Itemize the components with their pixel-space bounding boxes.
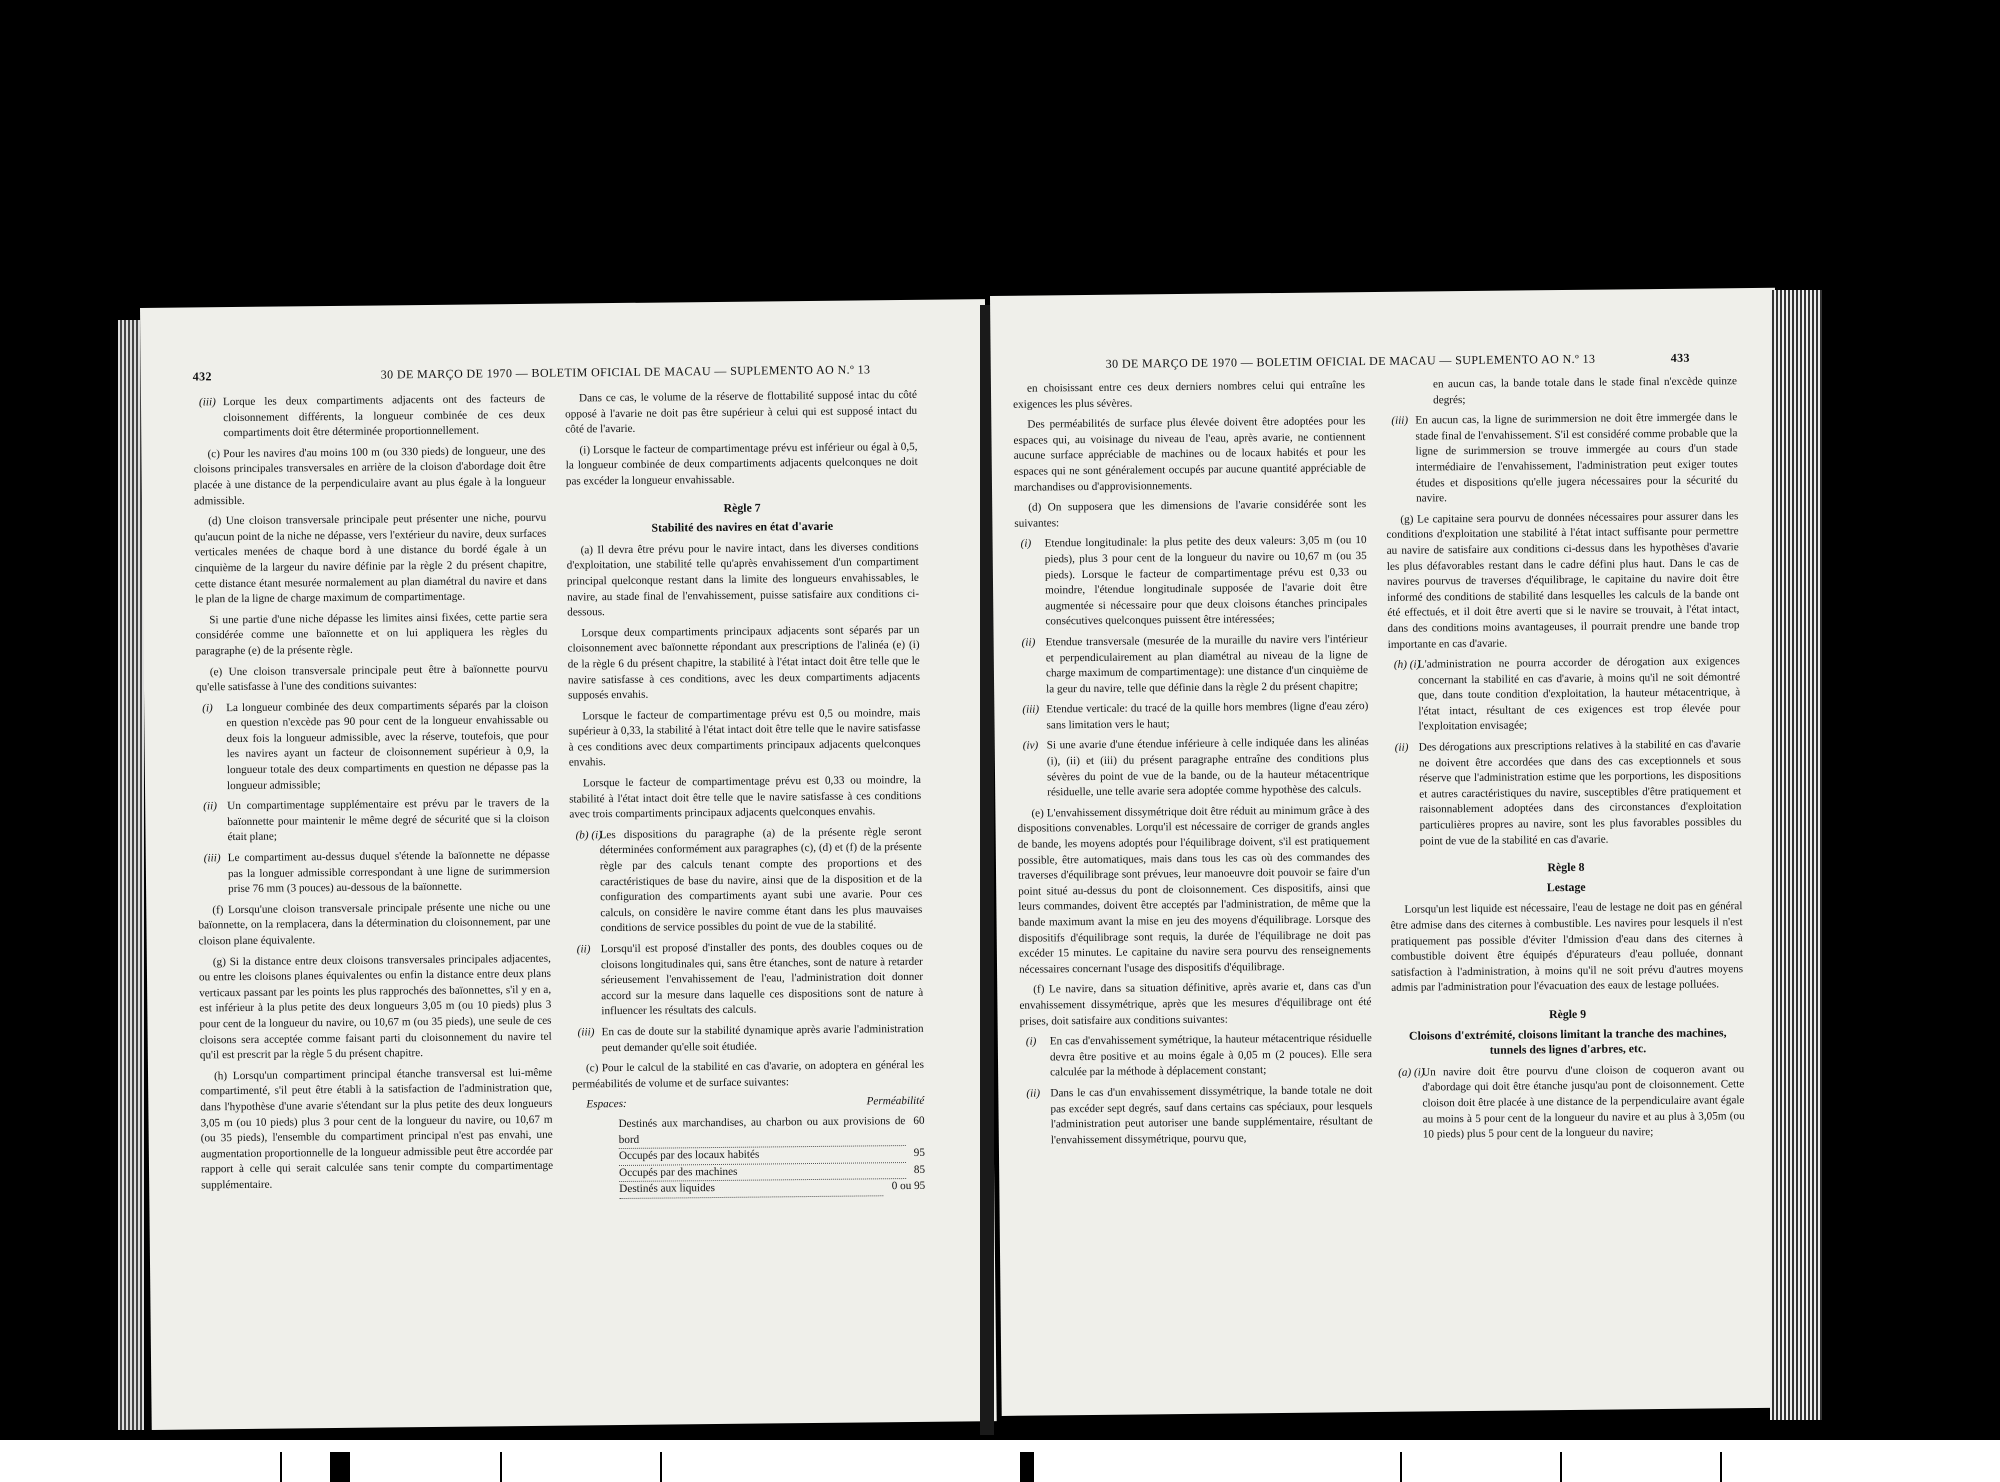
list-item: [571, 939, 924, 1021]
list-item: [1389, 737, 1742, 850]
list-item-text: Etendue longitudinale: la plus petite des deux valeurs: 3,05 m (ou 10 pieds), plus 3 pour cent de la longueur du navire ou 10,67 m (ou 35 pieds). Lorsque le facteur de compartimentage prévu est 0,33 ou moindre, l'étendue longitudinale supposée de l'avarie doit être augmentée si nécessaire pour que deux cloisons étanches principales consécutives quelconques puissent être intéressées;: [1044, 534, 1368, 628]
scan-tick: [660, 1452, 662, 1482]
list-item-text: En aucun cas, la ligne de surimmersion ne doit être immergée dans le stade final de l'envahissement. S'il est considéré comme probable que la ligne de surimmersion se trouve immergée au cours d'un stade intermédiaire de l'envahissement, l'administration peut exiger toutes études et dispositions qu'elle jugera nécessaires pour la sécurité du navire.: [1415, 411, 1739, 505]
paragraph: Des perméabilités de surface plus élevée doivent être adoptées pour les espaces qui, au voisinage du niveau de l'eau, après avarie, ne contiennent aucune surface appréciable de machines ou de locaux habités et pour les espaces qui ne sont généralement occupés par aucune quantité appréciable de marchandises ou d'approvisionnements.: [1013, 415, 1366, 494]
list-item: [1392, 1062, 1745, 1144]
rule-heading: Règle 7: [723, 500, 761, 515]
paragraph: Lorsque le facteur de compartimentage prévu est 0,33 ou moindre, la stabilité à l'état intact doit être telle que le navire satisfasse à ces conditions avec trois compartiments principaux adjacents quelconques envahis.: [569, 773, 922, 821]
paragraph: (h) Lorsqu'un compartiment principal étanche transversal est lui-même compartimenté, s'il peut être établi à la satisfaction de l'administration que, dans l'hypothèse d'une avarie s'étendant sur la plus petite des deux longueurs 3,05 m (ou 10 pieds) plus 3 pour cent de la longueur du navire, ou 10,67 m (ou 35 pieds), l'ensemble du compartiment principal n'est pas envahi, une augmentation proportionnelle de la longueur admissible peut être accordée par rapport à celle qui serait calculée sans tenir compte du compartimentage supplémentaire.: [200, 1066, 554, 1192]
list-item-label: (ii): [1026, 1087, 1041, 1100]
left-page: [140, 299, 997, 1430]
list-item: [1020, 1083, 1373, 1149]
paragraph: Lorsque deux compartiments principaux adjacents sont séparés par un cloisonnement avec baïonnette répondant aux prescriptions de l'alinéa (e) (i) de la règle 6 du présent chapitre, la stabilité à l'état intact doit être telle que le navire satisfasse à ces conditions, avec les deux compartiments adjacents supposés envahis.: [567, 623, 920, 702]
list-item-text: Etendue transversale (mesurée de la muraille du navire vers l'intérieur et perpendiculairement au plan diamétral au niveau de la ligne de charge maximum de compartimentage): une distance d'un cinquième de la geur du navire, telle que définie dans la règle 2 du présent chapitre;: [1045, 632, 1369, 696]
book-page-edges-left: [118, 320, 144, 1430]
list-item-label: (a) (i): [1398, 1066, 1425, 1079]
paragraph: (d) On supposera que les dimensions de l'avarie considérée sont les suivantes:: [1014, 498, 1367, 530]
list-item-label: (iii): [577, 1026, 595, 1039]
paragraph: Dans ce cas, le volume de la réserve de flottabilité supposé intac du côté opposé à l'avarie ne doit pas être supérieur à celui qui est supposé intact du côté de l'avarie.: [565, 388, 918, 436]
paragraph: (a) Il devra être prévu pour le navire intact, dans les diverses conditions d'exploitation, une stabilité telle qu'après envahissement d'un compartiment principal quelconque restant dans la limite des longueurs envahissables, le navire, au stade final de l'envahissement, puisse satisfaire aux conditions ci-dessous.: [566, 540, 920, 619]
list-item-text: En cas de doute sur la stabilité dynamique après avarie l'administration peut demander qu'elle soit étudiée.: [601, 1022, 924, 1054]
table-header: [572, 1094, 924, 1113]
rule-title: Lestage: [1546, 879, 1586, 895]
list-item-text: Lorsqu'il est proposé d'installer des ponts, des doubles coques ou de cloisons longitudinales qui, sans être étanches, sont de nature à retarder sérieusement l'envahissement de l'eau, l'administration doit donner accord sur la mesure dans laquelle ces dispositions sont de nature à influencer les résultats des calculs.: [600, 939, 924, 1018]
list-item: [1385, 410, 1738, 507]
list-item-label: (ii): [1021, 636, 1036, 649]
paragraph: (g) Si la distance entre deux cloisons transversales principales adjacentes, ou entre les cloisons planes équivalentes ou enfin la distance entre deux plans verticaux passant par les points les plus rapprochés des baïonnettes, s'il y en a, est inférieur à la plus petite des deux longueurs 3,05 m (ou 10 pieds) plus 3 pour cent de la longueur du navire, ou 10,67 m (ou 35 pieds), une seule de ces cloisons sera acceptée comme faisant parti du cloisonnement du navire tel qu'il est prescrit par la règle 5 du présent chapitre.: [198, 952, 552, 1062]
right-page-header: [991, 350, 1776, 371]
table-row-value: 0 ou 95: [891, 1180, 926, 1193]
rule-title: Cloisons d'extrémité, cloisons limitant la tranche des machines, tunnels des lignes d'arbres, etc.: [1408, 1024, 1727, 1057]
table-row-value: 60: [913, 1114, 925, 1127]
list-item-label: (i): [1025, 1035, 1037, 1048]
list-item: [572, 1022, 924, 1057]
list-item: [197, 796, 549, 846]
list-item-label: (iii): [1391, 414, 1409, 427]
paragraph: (f) Le navire, dans sa situation définitive, après avarie et, dans cas d'un envahissement dissymétrique, après que les mesures d'équilibrage ont été prises, doit satisfaire aux conditions suivantes:: [1019, 980, 1372, 1028]
paragraph: (f) Lorsqu'une cloison transversale principale présente une niche ou une baïonnette, on la remplacera, dans la détermination du cloisonnement, par une cloison plane équivalente.: [198, 900, 551, 948]
list-item-text: La longueur combinée des deux compartiments séparés par la cloison en question n'excède pas 90 pour cent de la longueur envahissable ou deux fois la longueur admissible, avec la réserve, toutefois, que pour les navires ayant un facteur de cloisonnement supérieur à 0,9, la longueur totale des deux compartiments en question ne dépasse pas la longueur admissible;: [226, 698, 549, 792]
list-item-label: (iv): [1022, 739, 1039, 753]
list-item: [1020, 1031, 1372, 1081]
table-row-label: Occupés par des locaux habités: [619, 1146, 906, 1166]
rule-title: Stabilité des navires en état d'avarie: [651, 518, 834, 535]
scan-tick: [1720, 1452, 1722, 1482]
paragraph: Lorsque le facteur de compartimentage prévu est 0,5 ou moindre, mais supérieur à 0,33, la stabilité à l'état intact doit être telle que le navire satisfasse à ces conditions avec deux compartiments principaux adjacents quelconques envahis.: [568, 706, 921, 770]
right-column-2: [1385, 374, 1745, 1148]
list-item-label: (i): [1020, 537, 1032, 551]
list-item-label: (i): [202, 701, 213, 715]
list-item-text: Etendue verticale: du tracé de la quille hors membres (ligne d'eau zéro) sans limitation vers le haut;: [1046, 700, 1369, 732]
paragraph: (c) Pour le calcul de la stabilité en cas d'avarie, on adoptera en général les perméabilités de volume et de surface suivantes:: [572, 1058, 925, 1091]
paragraph: Lorsqu'un lest liquide est nécessaire, l'eau de lestage ne doit pas en général être admise dans des citernes à combustible. Les navires pour lesquels il n'est pratiquement pas possible d'éviter l'dmission d'eau dans des citernes à combustible doivent être équipés d'épurateurs d'eau polluée, donnant satisfaction à l'administration, à moins qu'il ne soit prévu d'autres moyens admis par l'administration pour l'évacuation des eaux de lestage polluées.: [1390, 900, 1744, 995]
paragraph-continuation: en aucun cas, la bande totale dans le stade final n'excède quinze degrés;: [1432, 375, 1737, 406]
list-item: [569, 825, 922, 938]
left-page-header-title: 30 DE MARÇO DE 1970 — BOLETIM OFICIAL DE MACAU — SUPLEMENTO AO N.º 13: [380, 362, 871, 382]
table-row-value: 85: [913, 1163, 926, 1176]
list-item: [193, 392, 545, 442]
list-item-text: En cas d'envahissement symétrique, la hauteur métacentrique résiduelle devra être positive et au moins égale à 0,05 m (2 pouces). Elle sera calculée par la méthode à déplacement constant;: [1049, 1032, 1373, 1079]
paragraph: (e) L'envahissement dissymétrique doit être réduit au minimum grâce à des dispositions convenables. Lorqu'il est nécessaire de corriger de grands angles de bande, les moyens adoptés pour l'équilibrage doivent, s'il est pratiquement possible, être automatiques, mais dans tous les cas où des commandes des traverses d'équilibrage sont prévues, leur manoeuvre doit pouvoir se faire d'un point situé au-dessus du pont de cloisonnement. Ces dispositifs, ainsi que leurs commandes, doivent être acceptés par l'administration, de même que la bande maximum avant la mise en jeu des moyens d'équilibrage. Lorsque des dispositifs d'équilibrage sont requis, la durée de l'équilibrage ne doit pas excéder 15 minutes. Le capitaine du navire sera pourvu des renseignements nécessaires concernant l'usage des dispositifs d'équilibrage.: [1017, 803, 1371, 976]
list-item-text: L'administration ne pourra accorder de dérogation aux exigences concernant la stabilité en cas d'avarie, à moins qu'il ne soit démontré que, dans toute condition d'exploitation, la hauteur métacentrique, à l'état intact, résultant de ces exigences est trop élevée pour l'exploitation envisagée;: [1417, 655, 1741, 734]
table-row-value: 95: [913, 1146, 925, 1160]
left-page-number: 432: [192, 369, 212, 384]
table-row: [573, 1179, 925, 1199]
rule-heading: Règle 8: [1547, 860, 1585, 875]
scan-tick: [1560, 1452, 1562, 1482]
list-item-label: (h) (i): [1393, 658, 1421, 671]
list-item-text: Un compartimentage supplémentaire est prévu par le travers de la baïonnette pour maintenir le même degré de sécurité que si la cloison était plane;: [227, 796, 550, 844]
list-item-label: (ii): [1394, 741, 1409, 754]
right-page: [990, 288, 1787, 1416]
rule-heading: Règle 9: [1548, 1006, 1587, 1022]
scan-tick: [1400, 1452, 1402, 1482]
list-item-text: Si une avarie d'une étendue inférieure à celle indiquée dans les alinéas (i), (ii) et (iii) du présent paragraphe entraîne des conditions plus sévères du point de vue de la bande, ou de la hauteur métacentrique résiduelle, une telle avarie sera adoptée comme hypothèse des calculs.: [1046, 736, 1370, 799]
paragraph: (g) Le capitaine sera pourvu de données nécessaires pour assurer dans les conditions d'exploitation une stabilité à l'état intact suffisante pour permettre au navire de satisfaire aux conditions ci-dessus dans les hypothèses d'avarie les plus défavorables restant dans le cadre défini plus haut. Dans le cas de navires pourvus de traverses d'équilibrage, le capitaine du navire doit être informé des conditions de stabilité dans lesquelles les calculs de la bande ont été effectués, et il doit être averti que si le navire se trouvait, à l'état intact, dans des conditions moins avantageuses, il pourrait prendre une bande trop importante en cas d'avarie.: [1386, 509, 1740, 651]
paragraph: (i) Lorsque le facteur de compartimentage prévu est inférieur ou égal à 0,5, la longueur combinée de deux compartiments adjacents quelconques ne doit pas excéder la longueur envahissable.: [565, 440, 918, 488]
paragraph: (e) Une cloison transversale principale peut être à baïonnette pourvu qu'elle satisfasse à l'une des conditions suivantes:: [195, 662, 548, 694]
paragraph: Si une partie d'une niche dépasse les limites ainsi fixées, cette partie sera considérée comme une baïonnette et on lui appliquera les règles du paragraphe (e) de la présente règle.: [195, 610, 548, 658]
table-row-label: Occupés par des machines: [619, 1163, 906, 1183]
list-item-text: Lorque les deux compartiments adjacents ont des facteurs de cloisonnement différents, la longueur combinée de ces deux compartiments doit être déterminée proportionnellement.: [222, 392, 546, 440]
paragraph: (d) Une cloison transversale principale peut présenter une niche, pourvu qu'aucun point de la niche ne dépasse, vers l'extérieur du navire, deux surfaces verticales menées de chaque bord à une distance du bordé égale à un cinquième de la largeur du navire définie par la règle 2 du présent chapitre, cette distance étant mesurée normalement au plan diamétral du navire et dans le plan de la ligne de charge maximum de compartimentage.: [194, 511, 547, 606]
right-page-number: 433: [1670, 350, 1690, 365]
list-item: [1016, 699, 1368, 734]
book-page-edges-right: [1770, 290, 1822, 1420]
list-item-label: (iii): [203, 852, 221, 865]
list-item-text: Un navire doit être pourvu d'une cloison de coqueron avant ou d'abordage qui doit être étanche jusqu'au pont de cloisonnement. Cette cloison doit être placée à une distance de la perpendiculaire avant égale au moins à 5 pour cent de la longueur du navire et au plus à 3,05m (ou 10 pieds) plus 5 pour cent de la longueur du navire;: [1422, 1062, 1745, 1141]
scan-tick: [1020, 1452, 1034, 1482]
left-column-1: [193, 392, 553, 1199]
list-item: [1016, 632, 1369, 698]
scan-tick: [330, 1452, 350, 1482]
table-header-right: Perméabilité: [866, 1095, 925, 1108]
paragraph: (c) Pour les navires d'au moins 100 m (ou 330 pieds) de longueur, une des cloisons principales transversales en arrière de la cloison d'abordage doit être placée à une distance de la perpendiculaire avant au plus égale à la longueur admissible.: [193, 444, 546, 508]
bottom-scan-strip: [0, 1440, 2000, 1482]
scan-tick: [280, 1452, 282, 1482]
list-item: [196, 697, 549, 794]
table-header-left: Espaces:: [586, 1098, 627, 1111]
list-item-label: (ii): [576, 943, 591, 956]
list-item-text: Des dérogations aux prescriptions relatives à la stabilité en cas d'avarie ne doivent être accordées que dans des cas exceptionnels et sous réserve que l'administration estime que les porportions, les dispositions et autres caractéristiques du navire, susceptibles d'être pratiquement et raisonnablement adoptées dans des circonstances d'exploitation particulières propres au navire, sont les plus favorables possibles du point de vue de la stabilité en cas d'avarie.: [1418, 738, 1742, 848]
left-column-2: [565, 388, 925, 1200]
table-row-label: Destinés aux marchandises, au charbon ou aux provisions de bord: [618, 1114, 905, 1149]
right-column-1: [1013, 378, 1373, 1154]
list-item-label: (ii): [203, 800, 217, 813]
list-item-label: (iii): [1022, 703, 1040, 716]
list-item-text: Le compartiment au-dessus duquel s'étende la baïonnette ne dépasse pas la longuer admissible correspondant à une ligne de surimmersion prise 76 mm (3 pouces) au-dessous de la baïonnette.: [227, 848, 550, 896]
table-row: [573, 1114, 925, 1150]
list-item-text: Dans le cas d'un envahissement dissymétrique, la bande totale ne doit pas excéder sept degrés, sauf dans certains cas spéciaux, pour lesquels l'administration peut autoriser une bande supplémentaire, résultant de l'envahissement dissymétrique, pourvu que,: [1050, 1083, 1373, 1147]
right-page-header-title: 30 DE MARÇO DE 1970 — BOLETIM OFICIAL DE MACAU — SUPLEMENTO AO N.º 13: [1105, 351, 1596, 371]
list-item: [1017, 736, 1370, 802]
paragraph: en choisissant entre ces deux derniers nombres celui qui entraîne les exigences les plus sévères.: [1013, 379, 1366, 411]
list-item-text: Les dispositions du paragraphe (a) de la présente règle seront déterminées conformément aux paragraphes (c), (d) et (f) de la présente règle par des calculs tenant compte des proportions et des caractéristiques de base du navire, ainsi que de la disposition et de la configuration des compartiments ayant subi une avarie. Pour ces calculs, on considère le navire comme étant dans les plus mauvaises conditions de service possibles du point de vue de la stabilité.: [599, 825, 923, 935]
table-row-label: Destinés aux liquides: [619, 1180, 884, 1199]
list-item: [198, 848, 550, 898]
list-item: [1015, 533, 1368, 630]
list-item-label: (b) (i): [575, 829, 603, 842]
list-item: [1388, 654, 1741, 736]
left-page-header: [141, 361, 986, 384]
scan-tick: [500, 1452, 502, 1482]
list-item-label: (iii): [198, 396, 216, 409]
